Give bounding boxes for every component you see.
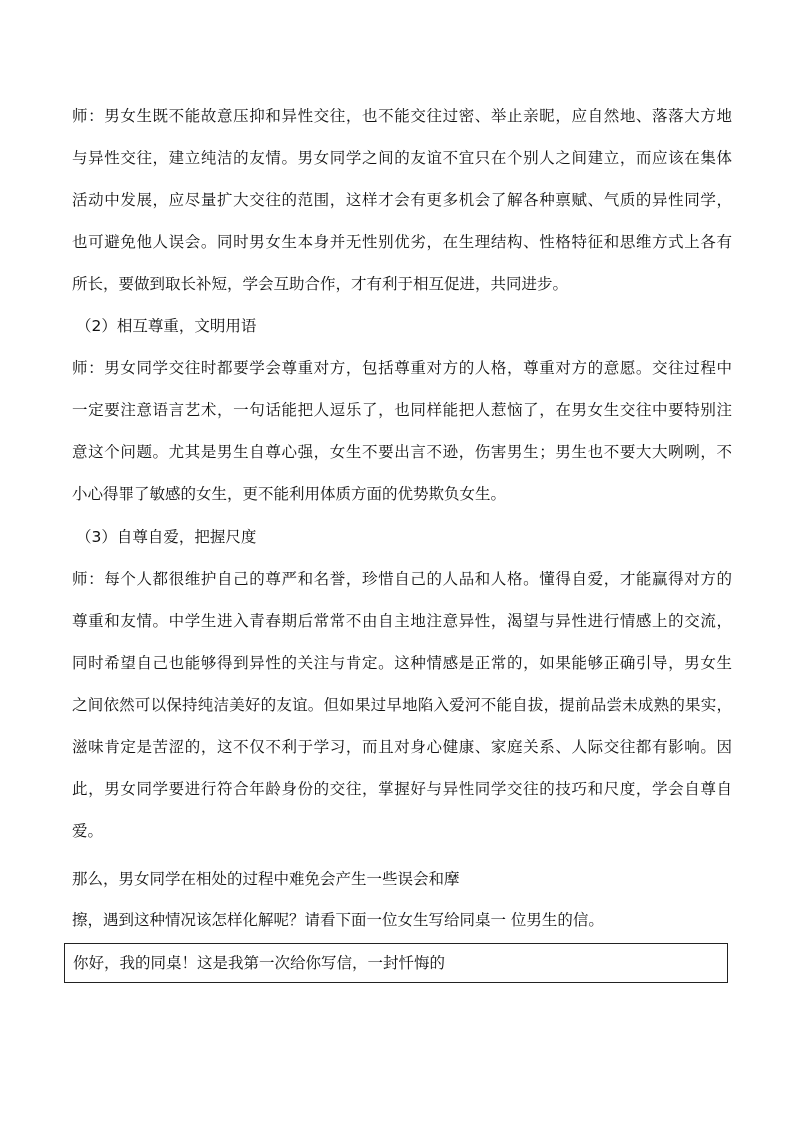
letter-box-text: 你好，我的同桌！这是我第一次给你写信，一封忏悔的 (73, 954, 446, 972)
paragraph-1-line-4: 也可避免他人误会。同时男女生本身并无性别优劣，在生理结构、性格特征和思维方式上各有 (72, 233, 732, 251)
paragraph-1-line-1: 师：男女生既不能故意压抑和异性交往，也不能交往过密、举止亲昵，应自然地、落落大方地 (72, 107, 732, 125)
paragraph-4-line-2: 擦，遇到这种情况该怎样化解呢？请看下面一位女生写给同桌一 位男生的信。 (72, 911, 604, 929)
paragraph-1-line-2: 与异性交往，建立纯洁的友情。男女同学之间的友谊不宜只在个别人之间建立，而应该在集体 (72, 149, 732, 167)
paragraph-1-line-3: 活动中发展，应尽量扩大交往的范围，这样才会有更多机会了解各种禀赋、气质的异性同学， (72, 191, 732, 209)
paragraph-2-line-4: 小心得罪了敏感的女生，更不能利用体质方面的优势欺负女生。 (72, 485, 507, 503)
paragraph-3-line-5: 滋味肯定是苦涩的，这不仅不利于学习，而且对身心健康、家庭关系、人际交往都有影响。因 (72, 738, 732, 756)
paragraph-3-line-7: 爱。 (72, 822, 104, 840)
paragraph-1-line-5: 所长，要做到取长补短，学会互助合作，才有利于相互促进，共同进步。 (72, 275, 569, 293)
section-heading-2: （2）相互尊重，文明用语 (76, 317, 257, 335)
paragraph-4-line-1: 那么，男女同学在相处的过程中难免会产生一些误会和摩 (72, 870, 460, 888)
paragraph-3-line-6: 此，男女同学要进行符合年龄身份的交往，掌握好与异性同学交往的技巧和尺度，学会自尊自 (72, 780, 732, 798)
letter-box (64, 943, 728, 983)
paragraph-3-line-2: 尊重和友情。中学生进入青春期后常常不由自主地注意异性，渴望与异性进行情感上的交流， (72, 612, 732, 630)
paragraph-2-line-2: 一定要注意语言艺术，一句话能把人逗乐了，也同样能把人惹恼了，在男女生交往中要特别注 (72, 401, 732, 419)
paragraph-3-line-3: 同时希望自己也能够得到异性的关注与肯定。这种情感是正常的，如果能够正确引导，男女生 (72, 654, 732, 672)
paragraph-2-line-3: 意这个问题。尤其是男生自尊心强，女生不要出言不逊，伤害男生；男生也不要大大咧咧，不 (72, 443, 732, 461)
section-heading-3: （3）自尊自爱，把握尺度 (76, 528, 257, 546)
paragraph-3-line-1: 师：每个人都很维护自己的尊严和名誉，珍惜自己的人品和人格。懂得自爱，才能赢得对方的 (72, 570, 732, 588)
paragraph-3-line-4: 之间依然可以保持纯洁美好的友谊。但如果过早地陷入爱河不能自拔，提前品尝未成熟的果实， (72, 696, 732, 714)
paragraph-2-line-1: 师：男女同学交往时都要学会尊重对方，包括尊重对方的人格，尊重对方的意愿。交往过程中 (72, 359, 732, 377)
